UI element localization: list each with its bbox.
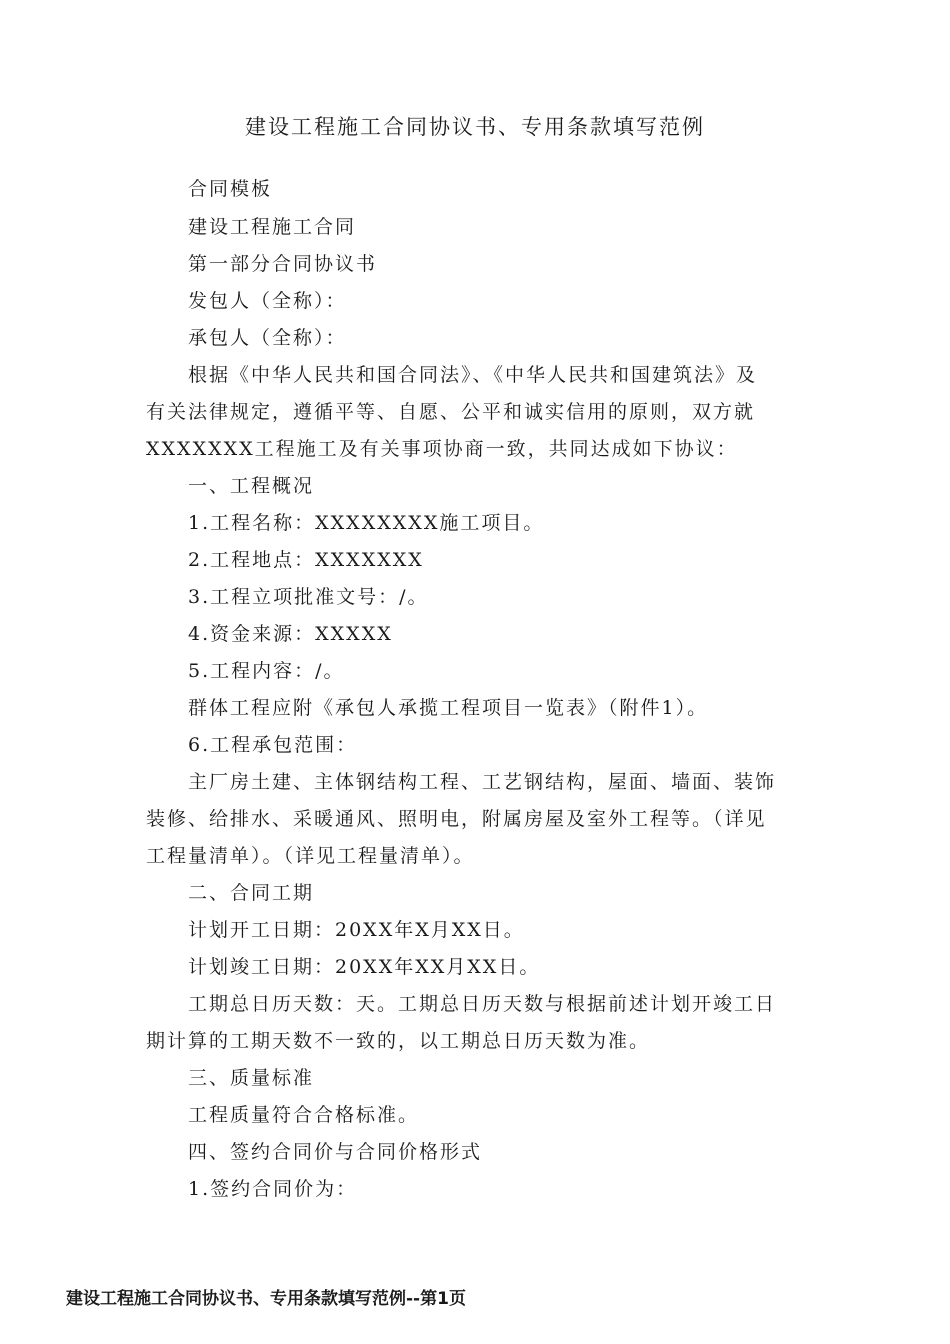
text-line: 2.工程地点：XXXXXXX	[188, 549, 424, 571]
text-line: 三、质量标准	[188, 1067, 315, 1089]
text-line: 一、工程概况	[188, 475, 315, 497]
text-line: 二、合同工期	[188, 882, 315, 904]
document-title: 建设工程施工合同协议书、专用条款填写范例	[245, 115, 705, 139]
text-line: 工程量清单）。（详见工程量清单）。	[146, 845, 475, 867]
text-line: 计划开工日期：20XX年X月XX日。	[188, 919, 525, 941]
text-line: 4.资金来源：XXXXX	[188, 623, 393, 645]
text-line: 1.签约合同价为：	[188, 1178, 358, 1200]
text-line: 根据《中华人民共和国合同法》、《中华人民共和国建筑法》及	[188, 364, 758, 386]
text-line: 主厂房土建、主体钢结构工程、工艺钢结构，屋面、墙面、装饰	[188, 771, 777, 793]
text-line: 装修、给排水、采暖通风、照明电，附属房屋及室外工程等。（详见	[146, 808, 767, 830]
text-line: 3.工程立项批准文号：/。	[188, 586, 429, 608]
text-line: 工程质量符合合格标准。	[188, 1104, 420, 1126]
text-line: 群体工程应附《承包人承揽工程项目一览表》（附件1）。	[188, 697, 709, 719]
text-line: 四、签约合同价与合同价格形式	[188, 1141, 483, 1163]
page-footer: 建设工程施工合同协议书、专用条款填写范例--第1页	[66, 1289, 466, 1309]
text-line: 承包人（全称）：	[188, 327, 347, 349]
text-line: 5.工程内容：/。	[188, 660, 345, 682]
text-line: 工期总日历天数：天。工期总日历天数与根据前述计划开竣工日	[188, 993, 777, 1015]
text-line: 1.工程名称：XXXXXXXX施工项目。	[188, 512, 545, 534]
text-line: XXXXXXX工程施工及有关事项协商一致，共同达成如下协议：	[146, 438, 738, 460]
text-line: 合同模板	[188, 178, 273, 200]
text-line: 有关法律规定，遵循平等、自愿、公平和诚实信用的原则，双方就	[146, 401, 756, 423]
text-line: 6.工程承包范围：	[188, 734, 358, 756]
text-line: 期计算的工期天数不一致的，以工期总日历天数为准。	[146, 1030, 651, 1052]
text-line: 发包人（全称）：	[188, 290, 347, 312]
text-line: 建设工程施工合同	[188, 216, 357, 238]
text-line: 计划竣工日期：20XX年XX月XX日。	[188, 956, 541, 978]
text-line: 第一部分合同协议书	[188, 253, 378, 275]
